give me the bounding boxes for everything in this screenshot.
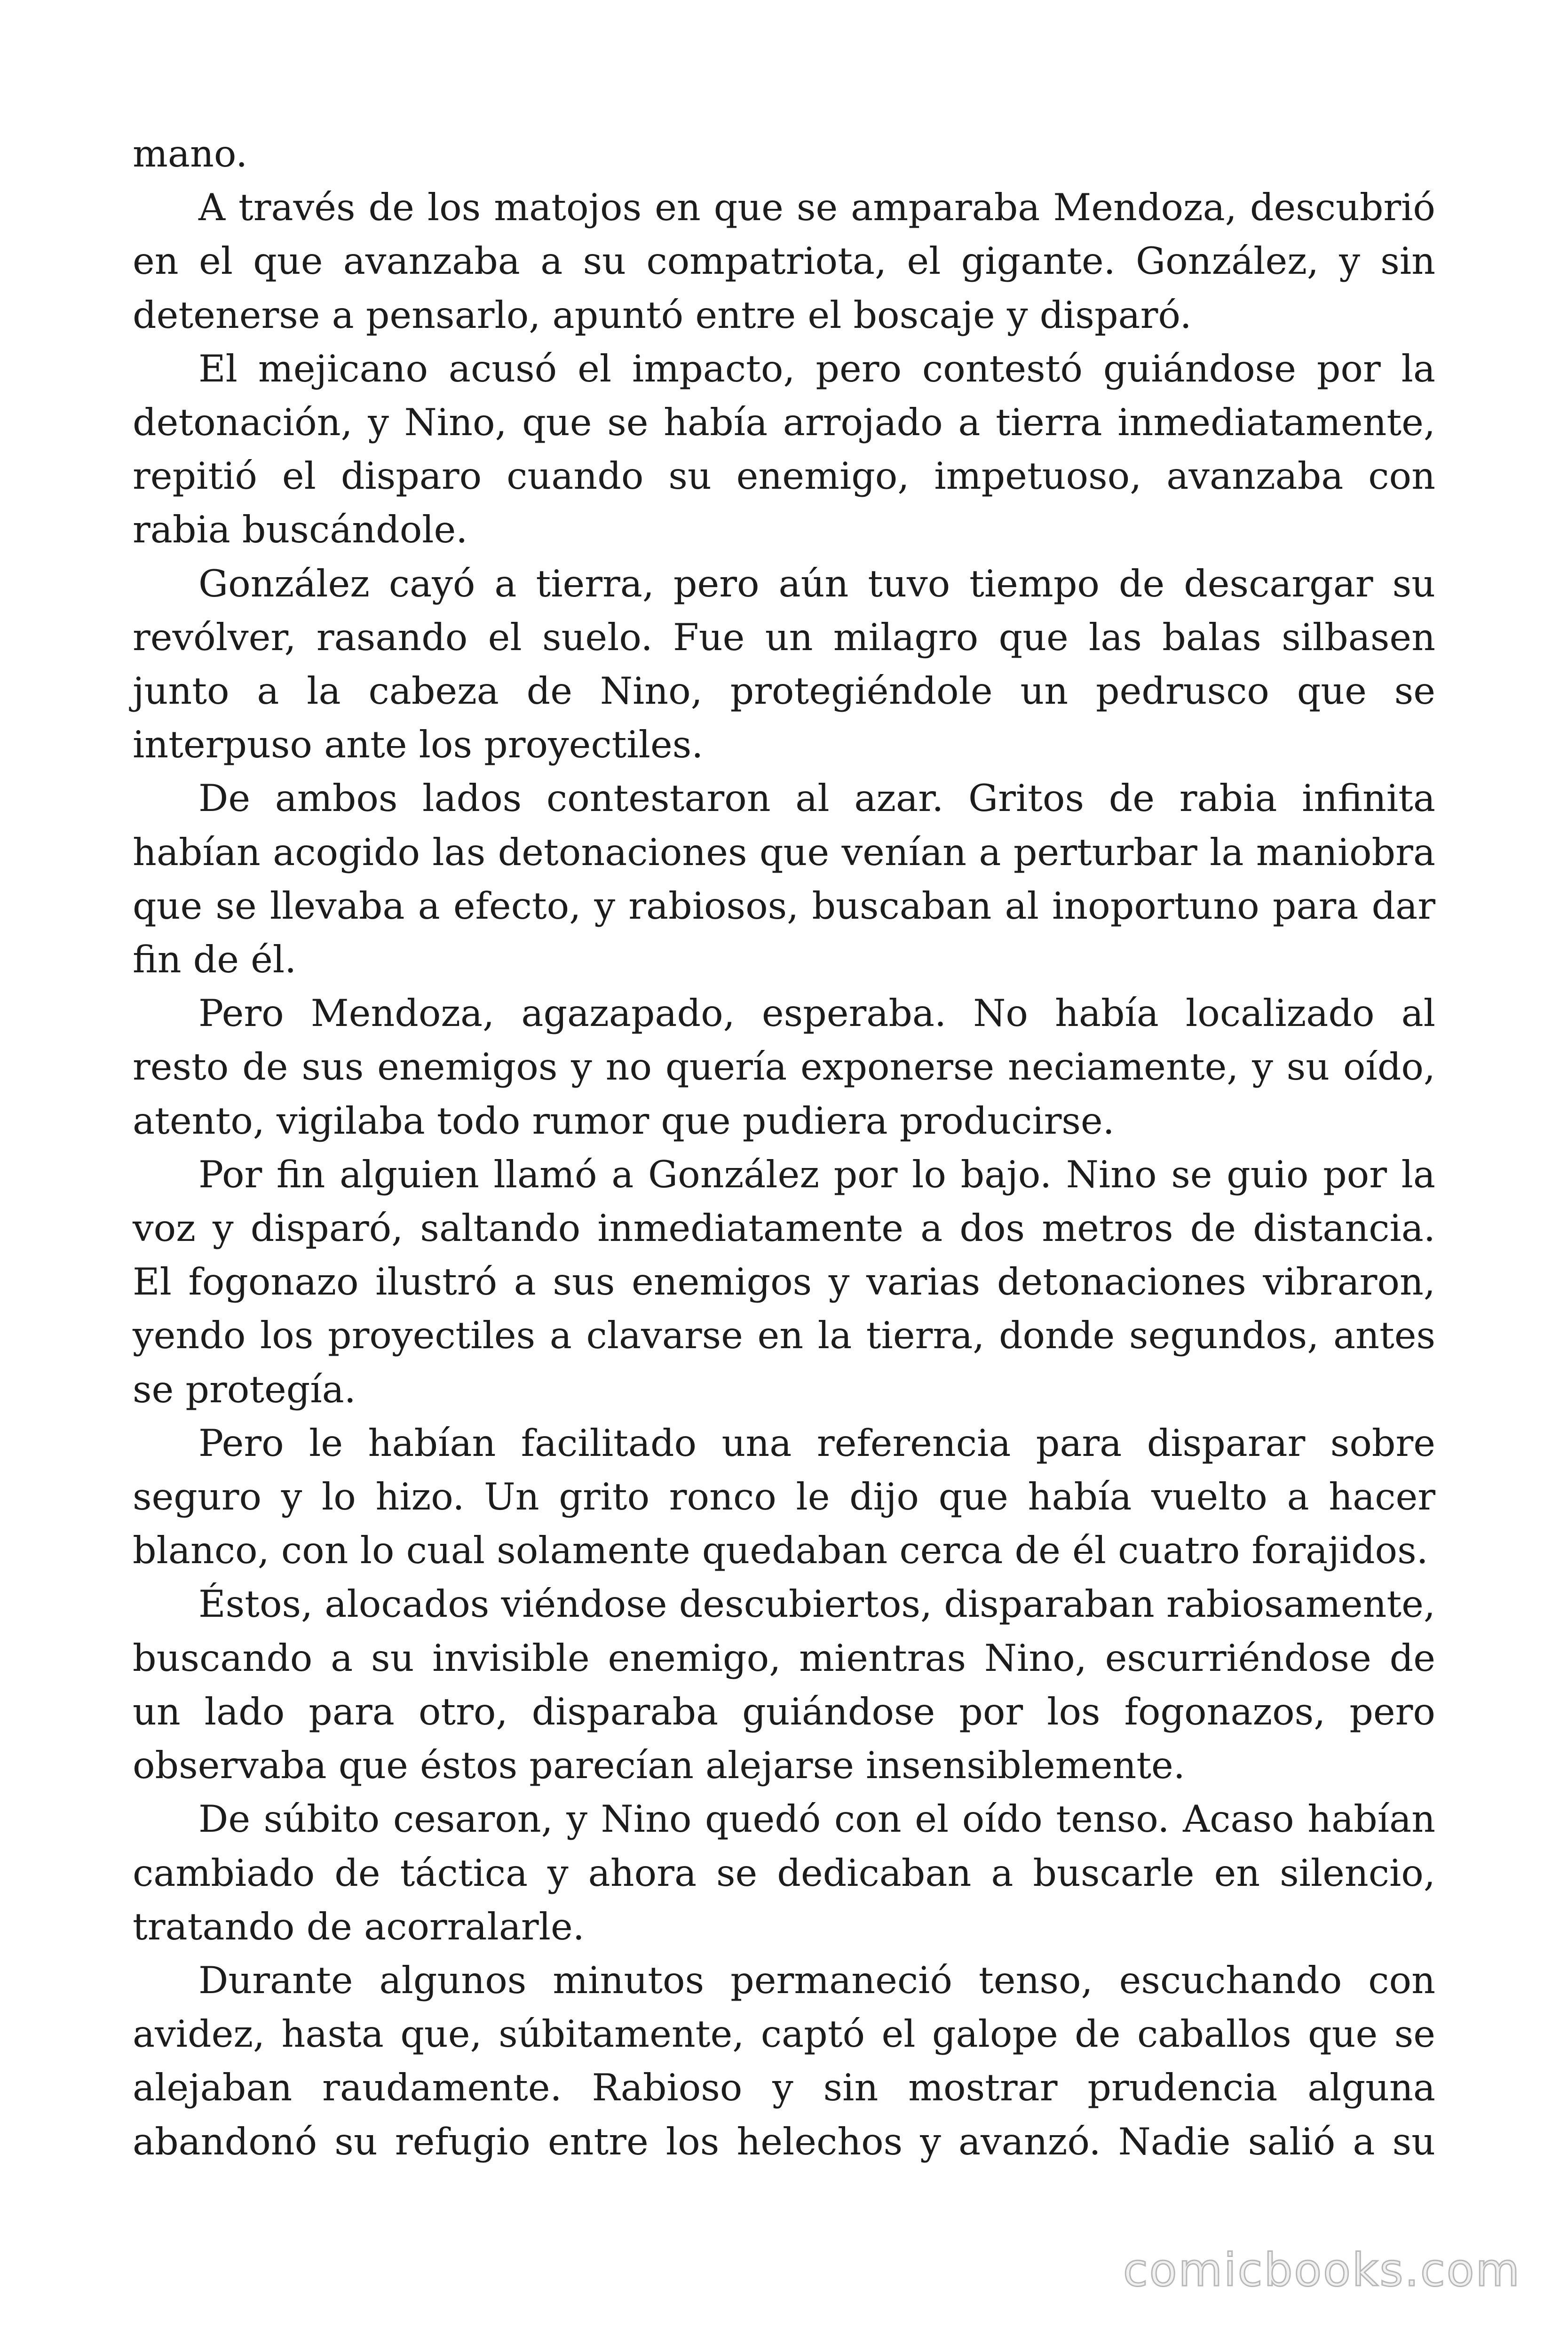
paragraph-6: Pero Mendoza, agazapado, esperaba. No había localizado al resto de sus enemigos y no quería exponerse neciamente, y su oído, atento, vigilaba todo rumor que pudiera producirse. xyxy=(133,992,1435,1143)
paragraph-4: González cayó a tierra, pero aún tuvo tiempo de descargar su revólver, rasando el suelo. Fue un milagro que las balas silbasen junto a la cabeza de Nino, protegiéndole un pedrusco que se interpuso ante los proyectiles. xyxy=(133,562,1435,767)
paragraph-11: Durante algunos minutos permaneció tenso, escuchando con avidez, hasta que, súbitamente, captó el galope de caballos que se alejaban raudamente. Rabioso y sin mostrar prudencia alguna abandonó su refugio entre los helechos y avanzó. Nadie salió a su xyxy=(133,1958,1435,2163)
paragraph-8: Pero le habían facilitado una referencia para disparar sobre seguro y lo hizo. Un grito ronco le dijo que había vuelto a hacer blanco, con lo cual solamente quedaban cerca de él cuatro forajidos. xyxy=(133,1421,1435,1573)
paragraph-2: A través de los matojos en que se amparaba Mendoza, descubrió en el que avanzaba a su compatriota, el gigante. González, y sin detenerse a pensarlo, apuntó entre el boscaje y disparó. xyxy=(133,186,1435,337)
paragraph-1: mano. xyxy=(133,132,248,175)
paragraph-7: Por fin alguien llamó a González por lo bajo. Nino se guio por la voz y disparó, saltando inmediatamente a dos metros de distancia. El fogonazo ilustró a sus enemigos y varias detonaciones vibraron, yendo los proyectiles a clavarse en la tierra, donde segundos, antes se protegía. xyxy=(133,1152,1435,1411)
paragraph-3: El mejicano acusó el impacto, pero contestó guiándose por la detonación, y Nino, que se había arrojado a tierra inmediatamente, repitió el disparo cuando su enemigo, impetuoso, avanzaba con rabia buscándole. xyxy=(133,347,1435,552)
paragraph-5: De ambos lados contestaron al azar. Gritos de rabia infinita habían acogido las detonaciones que venían a perturbar la maniobra que se llevaba a efecto, y rabiosos, buscaban al inoportuno para dar fin de él. xyxy=(133,777,1435,982)
paragraph-10: De súbito cesaron, y Nino quedó con el oído tenso. Acaso habían cambiado de táctica y ahora se dedicaban a buscarle en silencio, tratando de acorralarle. xyxy=(133,1797,1435,1948)
watermark: comicbooks.com xyxy=(1123,2244,1521,2296)
paragraph-9: Éstos, alocados viéndose descubiertos, disparaban rabiosamente, buscando a su invisible enemigo, mientras Nino, escurriéndose de un lado para otro, disparaba guiándose por los fogonazos, pero observaba que éstos parecían alejarse insensiblemente. xyxy=(133,1582,1435,1788)
page-body-text xyxy=(133,127,1435,2169)
